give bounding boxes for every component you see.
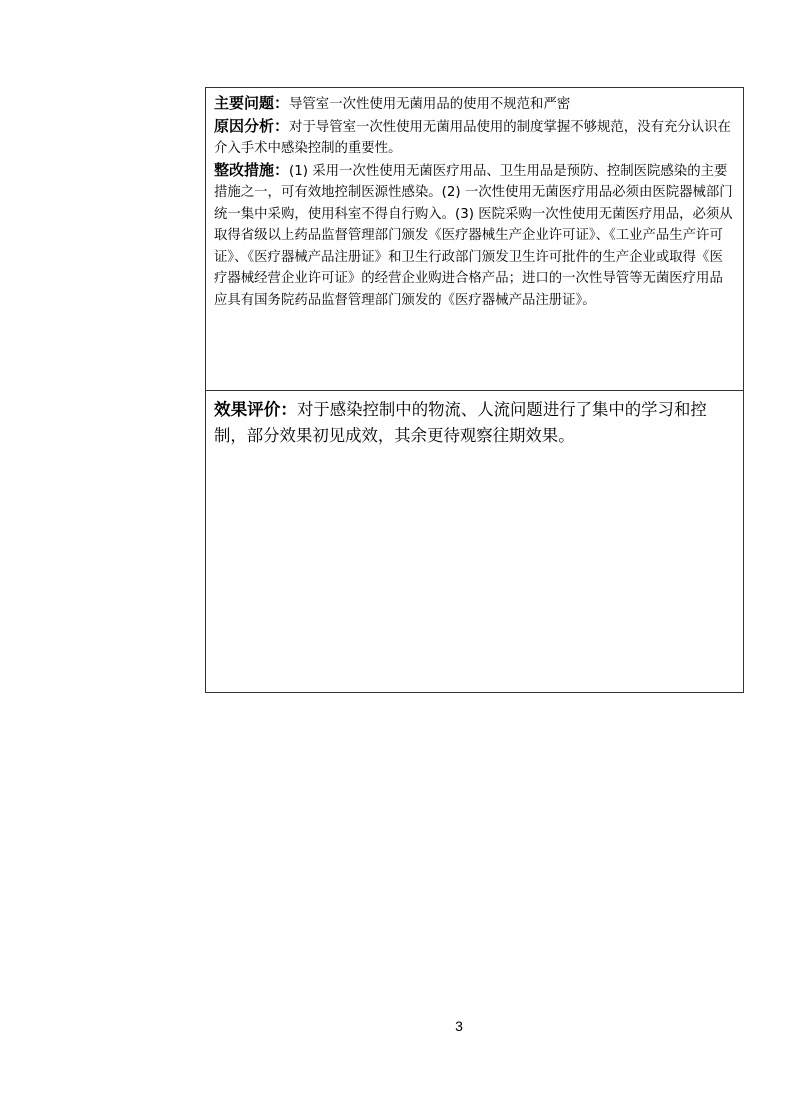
corrective-measures-text: (1) 采用一次性使用无菌医疗用品、卫生用品是预防、控制医院感染的主要措施之一，可有效地控制医源性感染。(2) 一次性使用无菌医疗用品必须由医院器械部门统一集中采购，使用科室不得自行购入。(3) 医院采购一次性使用无菌医疗用品，必须从取得省级以上药品监督管理部门颁发《医疗器械生产企业许可证》、《工业产品生产许可证》、《医疗器械产品注册证》和卫生行政部门颁发卫生许可批件的生产企业或取得《医疗器械经营企业许可证》的经营企业购进合格产品；进口的一次性导管等无菌医疗用品应具有国务院药品监督管理部门颁发的《医疗器械产品注册证》。: [214, 163, 733, 308]
cause-analysis-label: 原因分析: [214, 116, 275, 135]
cause-analysis-paragraph: [214, 116, 736, 160]
main-problem-separator: ：: [274, 94, 290, 112]
corrective-measures-paragraph: [214, 160, 736, 312]
effect-evaluation-paragraph: [214, 397, 736, 449]
main-problem-text: 导管室一次性使用无菌用品的使用不规范和严密: [289, 97, 571, 112]
cause-analysis-text: 对于导管室一次性使用无菌用品使用的制度掌握不够规范，没有充分认识在介入手术中感染控制的重要性。: [214, 119, 731, 156]
problem-analysis-cell: [206, 88, 743, 391]
effect-evaluation-cell: [206, 391, 743, 692]
main-problem-label: 主要问题: [214, 94, 275, 112]
report-table: [205, 87, 744, 693]
effect-evaluation-text: 对于感染控制中的物流、人流问题进行了集中的学习和控制，部分效果初见成效，其余更待观察往期效果。: [214, 400, 707, 445]
corrective-measures-label: 整改措施: [214, 160, 275, 179]
corrective-measures-separator: ：: [274, 160, 290, 179]
effect-evaluation-separator: ：: [280, 400, 297, 419]
cause-analysis-separator: ：: [274, 116, 290, 135]
main-problem-paragraph: [214, 93, 736, 116]
effect-evaluation-label: 效果评价: [214, 400, 281, 419]
page-number: 3: [455, 1018, 463, 1034]
